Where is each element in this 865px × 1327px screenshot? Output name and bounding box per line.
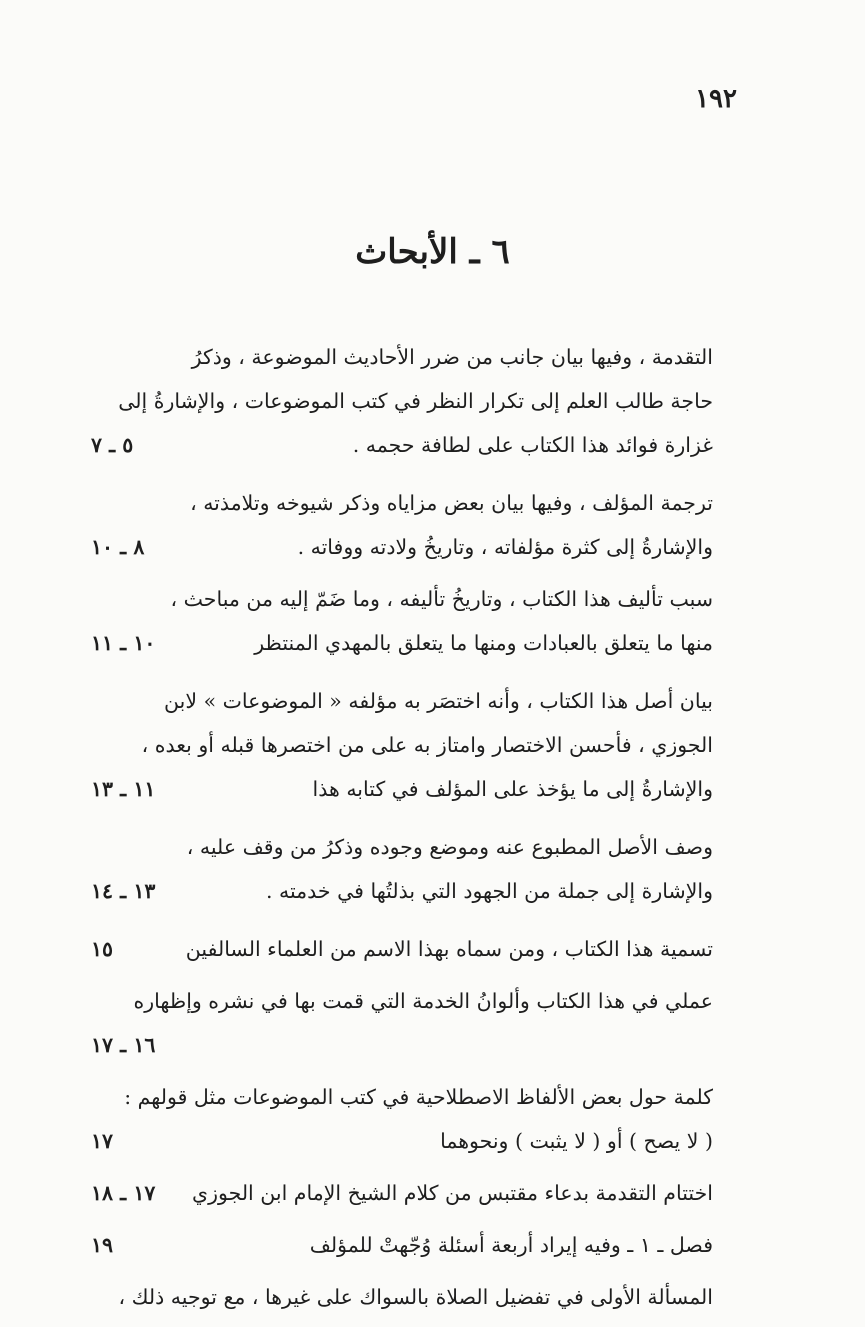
toc-line — [91, 481, 713, 525]
toc-entry — [91, 577, 713, 665]
toc-line — [91, 621, 713, 665]
toc-line — [91, 525, 713, 569]
toc-line-text: تسمية هذا الكتاب ، ومن سماه بهذا الاسم من العلماء السالفين — [185, 937, 713, 961]
toc-line-text: سبب تأليف هذا الكتاب ، وتاريخُ تأليفه ، وما ضَمّ إليه من مباحث ، — [170, 587, 713, 611]
toc-line — [91, 577, 713, 621]
toc-line-text: وصف الأصل المطبوع عنه وموضع وجوده وذكرُ من وقف عليه ، — [186, 835, 713, 859]
toc-entry — [91, 1223, 713, 1267]
toc-line-text: الجوزي ، فأحسن الاختصار وامتاز به على من اختصرها قبله أو بعده ، — [141, 733, 713, 757]
toc-page-ref: ١١ ـ ١٣ — [91, 777, 156, 801]
toc-entry — [91, 927, 713, 971]
toc-line — [91, 1275, 713, 1319]
toc-line — [91, 825, 713, 869]
toc-line-text: بيان أصل هذا الكتاب ، وأنه اختصَر به مؤلفه « الموضوعات » لابن — [164, 689, 713, 713]
toc-line — [91, 1171, 713, 1215]
toc-line-text: ( لا يصح ) أو ( لا يثبت ) ونحوهما — [440, 1129, 713, 1153]
toc-entry — [91, 679, 713, 811]
toc-line-text: عملي في هذا الكتاب وألوانُ الخدمة التي قمت بها في نشره وإظهاره — [133, 989, 713, 1013]
toc-line-text: المسألة الأولى في تفضيل الصلاة بالسواك على غيرها ، مع توجيه ذلك ، — [118, 1285, 713, 1309]
toc-entry — [91, 335, 713, 467]
toc-line-text: فصل ـ ١ ـ وفيه إيراد أربعة أسئلة وُجّهتْ للمؤلف — [309, 1233, 713, 1257]
toc-line — [91, 927, 713, 971]
toc-page-ref: ١٧ ـ ١٨ — [91, 1181, 156, 1205]
toc-line-text: والإشارةُ إلى كثرة مؤلفاته ، وتاريخُ ولادته ووفاته . — [297, 535, 713, 559]
toc-line-text: غزارة فوائد هذا الكتاب على لطافة حجمه . — [352, 433, 713, 457]
toc-entry — [91, 979, 713, 1067]
toc-page-ref: ١٩ — [91, 1233, 114, 1257]
toc-entry — [91, 1171, 713, 1215]
toc-line-text: التقدمة ، وفيها بيان جانب من ضرر الأحاديث الموضوعة ، وذكرُ — [191, 345, 713, 369]
toc-line-text: اختتام التقدمة بدعاء مقتبس من كلام الشيخ الإمام ابن الجوزي — [192, 1181, 713, 1205]
table-of-contents — [91, 335, 713, 1327]
toc-line — [91, 869, 713, 913]
toc-line-text: حاجة طالب العلم إلى تكرار النظر في كتب الموضوعات ، والإشارةُ إلى — [118, 389, 713, 413]
toc-line-text: والإشارةُ إلى ما يؤخذ على المؤلف في كتابه هذا — [312, 777, 713, 801]
toc-entry — [91, 1075, 713, 1163]
toc-entry — [91, 1275, 713, 1319]
toc-page-ref: ١٥ — [91, 937, 114, 961]
toc-line — [91, 1119, 713, 1163]
toc-line — [91, 979, 713, 1023]
toc-line-text: ترجمة المؤلف ، وفيها بيان بعض مزاياه وذكر شيوخه وتلامذته ، — [190, 491, 713, 515]
toc-page-ref: ١٦ ـ ١٧ — [91, 1033, 156, 1057]
toc-page-ref: ١٠ ـ ١١ — [91, 631, 156, 655]
toc-entry — [91, 825, 713, 913]
toc-page-ref: ١٧ — [91, 1129, 114, 1153]
page-number: ١٩٢ — [695, 84, 737, 114]
toc-line — [91, 679, 713, 723]
section-title: ٦ ـ الأبحاث — [355, 232, 510, 272]
toc-page-ref: ١٣ ـ ١٤ — [91, 879, 156, 903]
toc-line-text: منها ما يتعلق بالعبادات ومنها ما يتعلق بالمهدي المنتظر — [254, 631, 713, 655]
toc-line — [91, 723, 713, 767]
toc-line — [91, 1023, 713, 1067]
toc-page-ref: ٥ ـ ٧ — [91, 433, 134, 457]
toc-line — [91, 1223, 713, 1267]
toc-entry — [91, 481, 713, 569]
toc-line-text: كلمة حول بعض الألفاظ الاصطلاحية في كتب الموضوعات مثل قولهم : — [124, 1085, 713, 1109]
toc-line — [91, 767, 713, 811]
toc-line — [91, 379, 713, 423]
toc-line — [91, 335, 713, 379]
toc-line-text: والإشارة إلى جملة من الجهود التي بذلتُها في خدمته . — [265, 879, 713, 903]
toc-line — [91, 423, 713, 467]
toc-line — [91, 1075, 713, 1119]
toc-page-ref: ٨ ـ ١٠ — [91, 535, 145, 559]
